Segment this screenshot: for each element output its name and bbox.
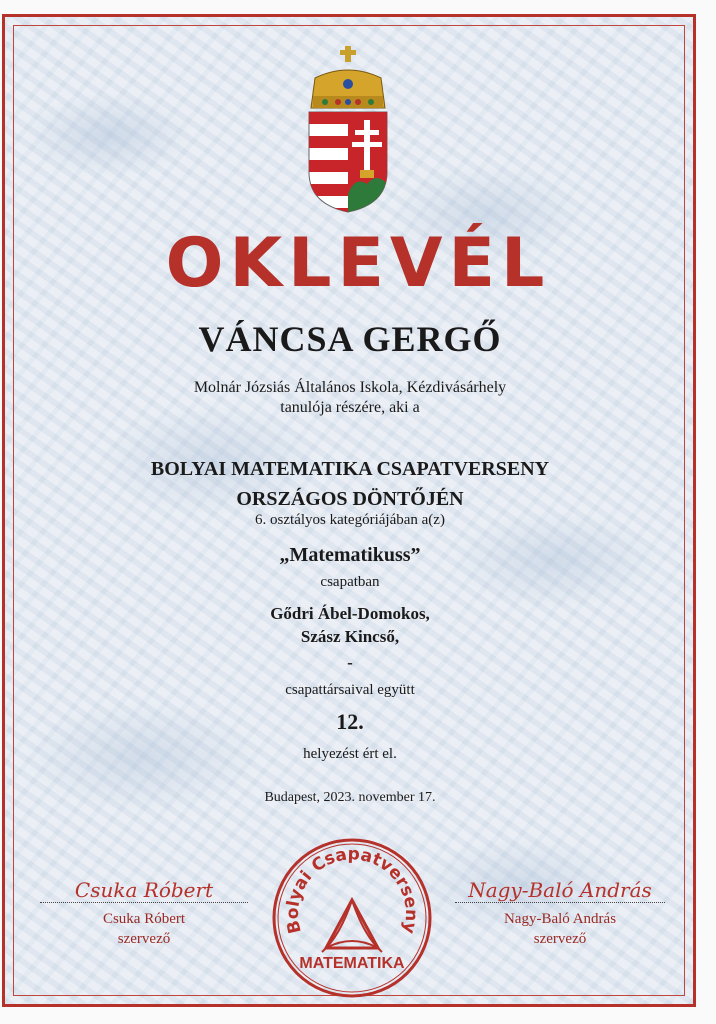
achieved-line: helyezést ért el.	[303, 746, 397, 762]
recipient-name: VÁNCSA GERGŐ	[198, 319, 502, 359]
signature-scrawl-right: Nagy-Baló András	[468, 878, 652, 902]
team-word: csapatban	[320, 574, 380, 590]
date-line: Budapest, 2023. november 17.	[264, 790, 436, 805]
school-line-2: tanulója részére, aki a	[280, 399, 420, 416]
category-line: 6. osztályos kategóriájában a(z)	[255, 512, 445, 528]
signature-left	[40, 880, 248, 949]
competition-line-2: ORSZÁGOS DÖNTŐJÉN	[236, 488, 464, 510]
together-line: csapattársaival együtt	[285, 682, 415, 698]
signature-right	[455, 880, 665, 949]
signer-role-right: szervező	[533, 931, 587, 947]
teammates	[0, 602, 700, 648]
teammate-3: -	[347, 653, 353, 672]
signature-line-right	[455, 902, 665, 903]
competition-name	[0, 454, 700, 514]
school-info	[0, 378, 700, 418]
rank: 12.	[336, 709, 364, 734]
seal-bottom-text: MATEMATIKA	[299, 955, 405, 972]
team-name: „Matematikuss”	[279, 544, 421, 566]
teammate-2: Szász Kincső,	[300, 627, 400, 646]
bolyai-seal-icon	[270, 836, 434, 1000]
signature-line-left	[40, 902, 248, 903]
seal-top-text: Bolyai Csapatverseny	[282, 844, 422, 936]
hungarian-coat-of-arms-icon	[305, 44, 391, 214]
competition-line-1: BOLYAI MATEMATIKA CSAPATVERSENY	[150, 458, 550, 480]
signer-name-left: Csuka Róbert	[102, 911, 186, 927]
certificate-title: OKLEVÉL	[165, 224, 551, 303]
teammate-1: Gődri Ábel-Domokos,	[270, 604, 430, 623]
school-line: Molnár Józsiás Általános Iskola, Kézdivásárhely	[193, 379, 507, 396]
signer-role-left: szervező	[117, 931, 171, 947]
signature-scrawl-left: Csuka Róbert	[74, 878, 214, 902]
signer-name-right: Nagy-Baló András	[503, 911, 617, 927]
